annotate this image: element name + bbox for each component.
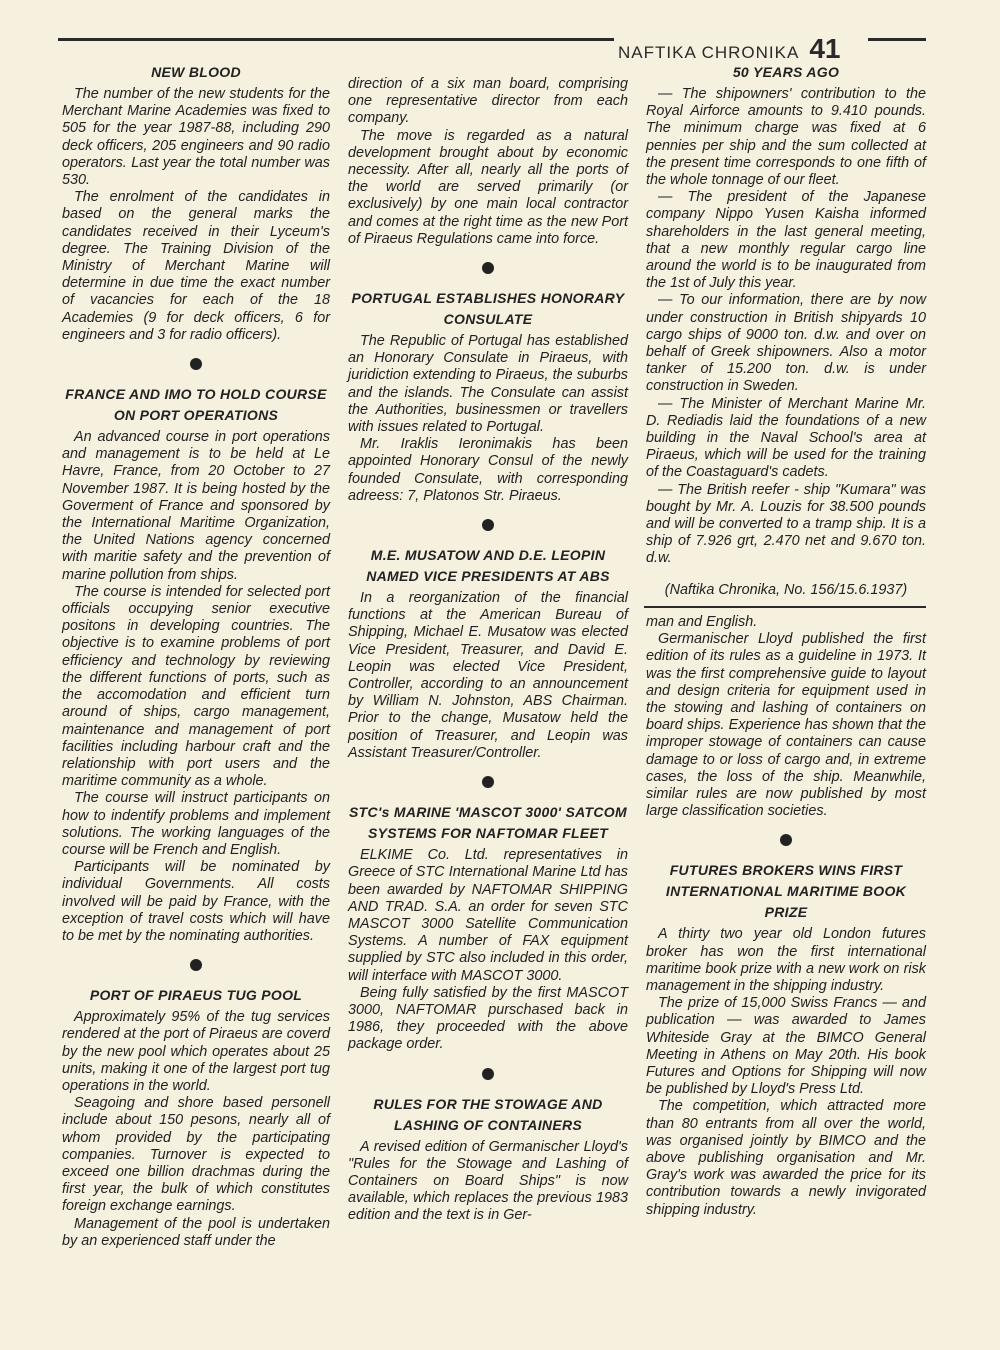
article-paragraph: Approximately 95% of the tug services rendered at the port of Piraeus are coverd by the new pool which operates about 25 units, making it one of the largest port tug operations in the world.: [62, 1009, 330, 1094]
article-paragraph: In a reorganization of the financial functions at the American Bureau of Shipping, Michael E. Musatow was elected Vice President, Treasurer, and David E. Leopin was elected Vice President, Controller, according to an announcement by William N. Johnston, ABS Chairman. Prior to the change, Musatow held the position of Treasurer, and Leopin was Assistant Treasurer/Controller.: [348, 590, 628, 761]
article-title: 50 YEARS AGO: [732, 64, 840, 80]
header-rule-right: [868, 38, 926, 41]
article-fifty-years-ago: [646, 62, 926, 604]
article-piraeus-tug: [62, 985, 330, 1250]
section-bullet: [482, 519, 494, 531]
article-futures-brokers: [646, 860, 926, 1218]
article-title: STC's MARINE 'MASCOT 3000' SATCOM SYSTEMS FOR NAFTOMAR FLEET: [349, 804, 627, 842]
article-paragraph: direction of a six man board, comprising one representative director from each company.: [348, 76, 628, 127]
article-title: FRANCE AND IMO TO HOLD COURSE ON PORT OPERATIONS: [65, 386, 327, 424]
article-paragraph: ELKIME Co. Ltd. representatives in Greece of STC International Marine Ltd has been awarded by NAFTOMAR SHIPPING AND TRAD. S.A. an order for seven STC MASCOT 3000 Satellite Communication Systems. A number of FAX equipment supplied by STC also included in this order, will interface with MASCOT 3000.: [348, 847, 628, 984]
article-paragraph: — The Minister of Merchant Marine Mr. D. Rediadis laid the foundations of a new building in the Naval School's area at Piraeus, which will be used for the training of the Coastaguard's cadets.: [646, 395, 926, 481]
article-paragraph: The Republic of Portugal has established an Honorary Consulate in Piraeus, with juridiction extending to Piraeus, the suburbs and the islands. The Consulate can assist the Authorities, businessmen or travellers with issues related to Portugal.: [348, 333, 628, 436]
section-bullet: [482, 1068, 494, 1080]
article-paragraph: A thirty two year old London futures broker has won the first international maritime book prize with a new work on risk management in the shipping industry.: [646, 926, 926, 994]
article-rules-continued: [646, 614, 926, 820]
article-paragraph: Being fully satisfied by the first MASCOT 3000, NAFTOMAR purschased back in 1986, they proceeded with the above package order.: [348, 984, 628, 1053]
article-france-imo: [62, 384, 330, 945]
article-paragraph: The competition, which attracted more than 80 entrants from all over the world, was organised jointly by BIMCO and the above publishing organisation and Mr. Gray's work was awarded the price for its contribution towards a newly invigorated shipping industry.: [646, 1098, 926, 1218]
header-rule-left: [58, 38, 614, 41]
article-paragraph: Germanischer Lloyd published the first edition of its rules as a guideline in 1973. It was the first comprehensive guide to layout and design criteria for equipment used in the stowing and lashing of containers on board ships. Experience has shown that the improper stowage of containers can cause damage to or loss of cargo and, in extreme cases, the loss of the ship. Meanwhile, similar rules are now published by most large classification societies.: [646, 631, 926, 820]
article-paragraph: man and English.: [646, 613, 758, 630]
article-paragraph: — To our information, there are by now under construction in British shipyards 10 cargo ships of 9000 ton. d.w. and over on behalf of Greek shipowners. Also a motor tanker of 15.200 ton. d.w. is under construction in Sweden.: [646, 292, 926, 395]
article-title: M.E. MUSATOW AND D.E. LEOPIN NAMED VICE PRESIDENTS AT ABS: [366, 547, 610, 585]
column-2: [348, 76, 628, 1225]
article-rules: [348, 1094, 628, 1225]
article-paragraph: The move is regarded as a natural development brought about by economic necessity. After all, nearly all the ports of the world are served primarily (or exclusively) by one main local contractor and comes at the right time as the new Port of Piraeus Regulations came into force.: [348, 127, 628, 247]
section-bullet: [482, 262, 494, 274]
article-paragraph: The enrolment of the candidates in based on the general marks the candidates received in their Lyceum's degree. The Training Division of the Ministry of Merchant Marine will determine in due time the exact number of vacancies for each of the 18 Academies (9 for deck officers, 6 for engineers and 3 for radio officers).: [62, 189, 330, 343]
page-number: 41: [809, 33, 841, 64]
article-tug-continued: [348, 76, 628, 248]
article-paragraph: — The British reefer - ship "Kumara" was bought by Mr. A. Louzis for 38.500 pounds and will be converted to a tramp ship. It is a ship of 7.926 grt, 2.470 net and 9.670 ton. d.w.: [646, 481, 926, 567]
section-bullet: [780, 834, 792, 846]
article-paragraph: The prize of 15,000 Swiss Francs — and publication — was awarded to James Whiteside Gray at the BIMCO General Meeting in Athens on May 20th. His book Futures and Options for Shipping will now be published by Lloyd's Press Ltd.: [646, 995, 926, 1098]
article-paragraph: A revised edition of Germanischer Lloyd's "Rules for the Stowage and Lashing of Containers on Board Ships" is now available, which replaces the previous 1983 edition and the text is in Ger-: [348, 1138, 628, 1224]
article-source: (Naftika Chronika, No. 156/15.6.1937): [664, 581, 908, 598]
article-paragraph: An advanced course in port operations and management is to be held at Le Havre, France, from 20 October to 27 November 1987. It is being hosted by the Goverment of France and sponsored by the International Maritime Organization, the United Nations agency concerned with maritie safety and the prevention of marine pollution from ships.: [62, 429, 330, 583]
article-portugal: [348, 288, 628, 505]
publication-title: NAFTIKA CHRONIKA: [618, 43, 800, 62]
article-title: RULES FOR THE STOWAGE AND LASHING OF CONTAINERS: [373, 1095, 603, 1133]
article-new-blood: [62, 62, 330, 344]
article-musatow: [348, 545, 628, 762]
article-paragraph: Management of the pool is undertaken by an experienced staff under the: [62, 1215, 330, 1249]
masthead: [618, 33, 868, 63]
article-title: PORTUGAL ESTABLISHES HONORARY CONSULATE: [351, 290, 625, 328]
section-bullet: [482, 776, 494, 788]
article-title: FUTURES BROKERS WINS FIRST INTERNATIONAL MARITIME BOOK PRIZE: [665, 862, 907, 921]
article-paragraph: Mr. Iraklis Ieronimakis has been appointed Honorary Consul of the newly founded Consulate, with corresponding adreess: 7, Platonos Str. Piraeus.: [348, 436, 628, 504]
column-1: [62, 62, 330, 1250]
article-paragraph: The number of the new students for the Merchant Marine Academies was fixed to 505 for the year 1987-88, including 290 deck officers, 205 engineers and 90 radio operators. Last year the total number was 530.: [62, 86, 330, 189]
article-title: NEW BLOOD: [151, 64, 241, 80]
section-bullet: [190, 959, 202, 971]
article-paragraph: Participants will be nominated by individual Governments. All costs involved will be paid by France, with the exception of travel costs which will have to be met by the nominating authorities.: [62, 859, 330, 944]
article-paragraph: The course is intended for selected port officials occupying senior executive positons in developing countries. The objective is to examine problems of port efficiency and technology by reviewing the different functions of ports, such as the accomodation and efficient turn around of ships, cargo management, maintenance and management of port facilities including harbour craft and the relationship with port users and the maritime community as a whole.: [62, 583, 330, 790]
column-3: [646, 62, 926, 1219]
section-divider: [644, 606, 926, 608]
article-paragraph: The course will instruct participants on how to indentify problems and implement solutions. The working languages of the course will be French and English.: [62, 790, 330, 858]
article-paragraph: — The shipowners' contribution to the Royal Airforce amounts to 9.410 pounds. The minimum charge was fixed at 6 pennies per ship and the sum collected at the present time corresponds to one fifth of the whole tonnage of our fleet.: [646, 86, 926, 189]
section-bullet: [190, 358, 202, 370]
article-paragraph: — The president of the Japanese company Nippo Yusen Kaisha informed shareholders in the last general meeting, that a new monthly regular cargo line around the world is to be inaugurated from the 1st of July this year.: [646, 189, 926, 292]
article-title: PORT OF PIRAEUS TUG POOL: [89, 987, 303, 1004]
article-paragraph: Seagoing and shore based personell include about 150 pesons, nearly all of whom provided by the participating companies. Turnover is expected to exceed one billion drachmas during the first year, the bulk of which constitutes foreign exchange earnings.: [62, 1095, 330, 1215]
article-stc: [348, 802, 628, 1053]
